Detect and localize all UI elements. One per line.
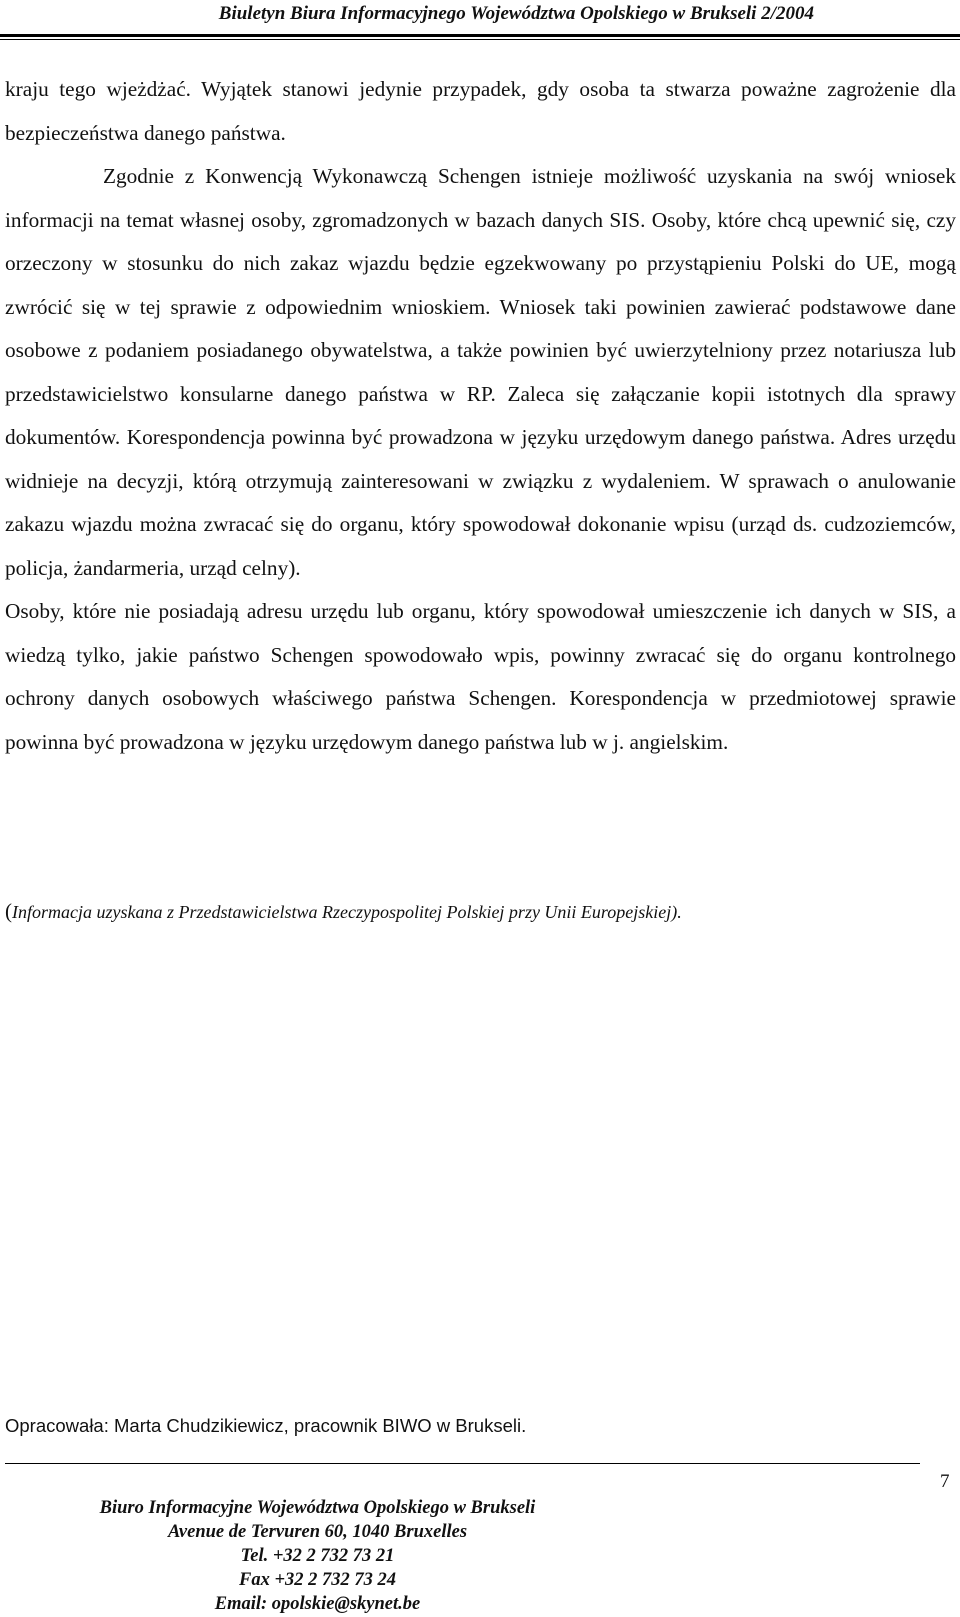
- source-note: [5, 899, 956, 924]
- paragraph: Osoby, które nie posiadają adresu urzędu lub organu, który spowodował umieszczenie ich danych w SIS, a wiedzą tylko, jakie państwo Schengen spowodowało wpis, powinny zwracać się do organu kontrolnego ochrony danych osobowych właściwego państwa Schengen. Korespondencja w przedmiotowej sprawie powinna być prowadzona w języku urzędowym danego państwa lub w j. angielskim.: [5, 599, 956, 754]
- page-number: 7: [940, 1471, 950, 1492]
- footer-rule: [5, 1463, 920, 1464]
- article-body: [5, 68, 956, 764]
- footer-email: Email: opolskie@skynet.be: [214, 1594, 421, 1614]
- author-credit: Opracowała: Marta Chudzikiewicz, pracownik BIWO w Brukseli.: [5, 1415, 527, 1436]
- header-rule-thin: [0, 39, 960, 40]
- footer-address-block: [0, 1496, 960, 1616]
- header-rule-thick: [0, 34, 960, 37]
- paragraph: Zgodnie z Konwencją Wykonawczą Schengen istnieje możliwość uzyskania na swój wniosek informacji na temat własnej osoby, zgromadzonych w bazach danych SIS. Osoby, które chcą upewnić się, czy orzeczony w stosunku do nich zakaz wjazdu będzie egzekwowany po przystąpieniu Polski do UE, mogą zwrócić się w tej sprawie z odpowiednim wnioskiem. Wniosek taki powinien zawierać podstawowe dane osobowe z podaniem posiadanego obywatelstwa, a także powinien być uwierzytelniony przez notariusza lub przedstawicielstwo konsularne danego państwa w RP. Zaleca się załączanie kopii istotnych dla sprawy dokumentów. Korespondencja powinna być prowadzona w języku urzędowym danego państwa. Adres urzędu widnieje na decyzji, którą otrzymują zainteresowani w związku z wydaleniem. W sprawach o anulowanie zakazu wjazdu można zwracać się do organu, który spowodował dokonanie wpisu (urząd ds. cudzoziemców, policja, żandarmeria, urząd celny).: [5, 164, 956, 580]
- footer-address: Avenue de Tervuren 60, 1040 Bruxelles: [167, 1522, 468, 1542]
- source-note-text: Informacja uzyskana z Przedstawicielstwa Rzeczypospolitej Polskiej przy Unii Europejskiej).: [12, 902, 682, 922]
- source-note-paren: (: [5, 899, 12, 923]
- running-header: Biuletyn Biura Informacyjnego Województwa Opolskiego w Brukseli 2/2004: [218, 3, 814, 24]
- footer-phone: Tel. +32 2 732 73 21: [240, 1546, 395, 1566]
- paragraph: kraju tego wjeżdżać. Wyjątek stanowi jedynie przypadek, gdy osoba ta stwarza poważne zagrożenie dla bezpieczeństwa danego państwa.: [5, 77, 956, 145]
- footer-fax: Fax +32 2 732 73 24: [238, 1570, 396, 1590]
- footer-organization: Biuro Informacyjne Województwa Opolskiego w Brukseli: [99, 1498, 536, 1518]
